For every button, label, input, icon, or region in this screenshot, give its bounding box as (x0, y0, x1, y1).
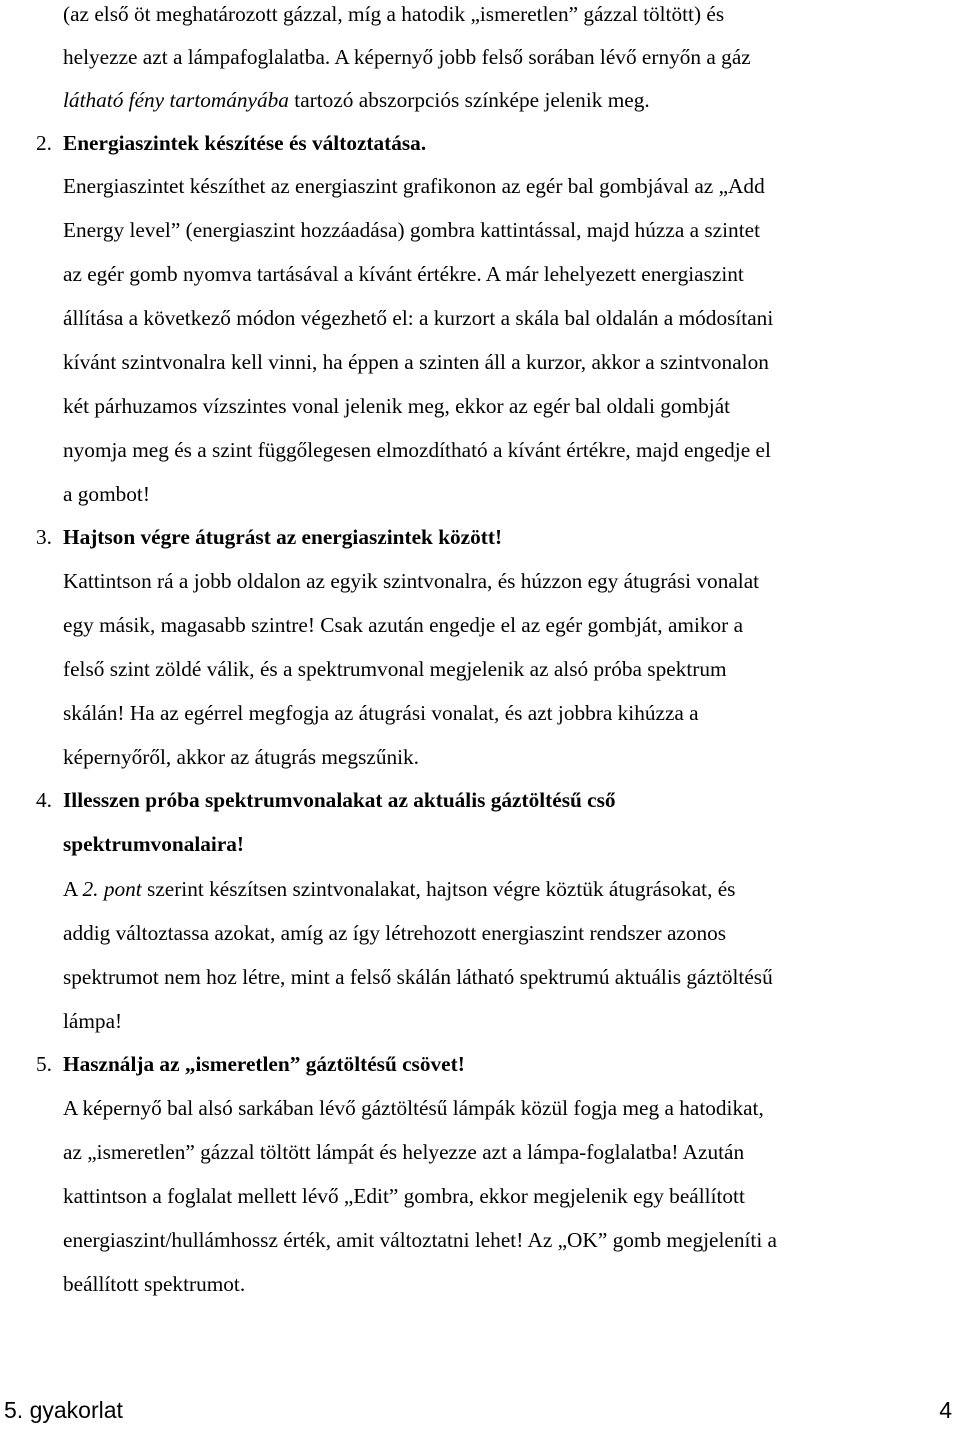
section-2-heading: Energiaszintek készítése és változtatása. (63, 131, 427, 155)
section-2-line-8: a gombot! (63, 482, 150, 506)
section-2-number: 2. (36, 131, 52, 155)
section-4-line-1 (63, 867, 735, 911)
section-2-line-2: Energy level” (energiaszint hozzáadása) gombra kattintással, majd húzza a szintet (63, 218, 760, 242)
section-4-number: 4. (36, 788, 52, 812)
continuation-line-2: helyezze azt a lámpafoglalatba. A képernyő jobb felső sorában lévő ernyőn a gáz (63, 45, 751, 69)
section-5-line-3: kattintson a foglalat mellett lévő „Edit” gombra, ekkor megjelenik egy beállított (63, 1184, 745, 1208)
section-4-line-4: lámpa! (63, 1009, 123, 1033)
section-3-line-2: egy másik, magasabb szintre! Csak azután engedje el az egér gombját, amikor a (63, 613, 744, 637)
footer-title: 5. gyakorlat (4, 1397, 123, 1423)
section-5-heading: Használja az „ismeretlen” gáztöltésű csövet! (63, 1052, 465, 1076)
section-3-line-4: skálán! Ha az egérrel megfogja az átugrási vonalat, és azt jobbra kihúzza a (63, 701, 699, 725)
section-4-line-2: addig változtassa azokat, amíg az így létrehozott energiaszint rendszer azonos (63, 921, 727, 945)
continuation-line-3-rest: tartozó abszorpciós színképe jelenik meg. (288, 88, 650, 112)
section-2-line-7: nyomja meg és a szint függőlegesen elmozdítható a kívánt értékre, majd engedje el (63, 438, 771, 462)
section-3-number: 3. (36, 525, 52, 549)
continuation-line-1: (az első öt meghatározott gázzal, míg a hatodik „ismeretlen” gázzal töltött) és (63, 2, 725, 26)
footer-page-number: 4 (939, 1397, 952, 1423)
section-4-line-1-pre: A (63, 877, 83, 901)
section-5-line-4: energiaszint/hullámhossz érték, amit változtatni lehet! Az „OK” gomb megjeleníti a (63, 1228, 778, 1252)
section-5-line-5: beállított spektrumot. (63, 1272, 246, 1296)
section-2-line-5: kívánt szintvonalra kell vinni, ha éppen a szinten áll a kurzor, akkor a szintvonalon (63, 350, 769, 374)
section-3-heading: Hajtson végre átugrást az energiaszintek között! (63, 525, 503, 549)
section-2-line-4: állítása a következő módon végezhető el: a kurzort a skála bal oldalán a módosítani (63, 306, 774, 330)
section-3-line-1: Kattintson rá a jobb oldalon az egyik szintvonalra, és húzzon egy átugrási vonalat (63, 569, 760, 593)
section-4-heading-line-2: spektrumvonalaira! (63, 832, 245, 856)
section-2-line-1: Energiaszintet készíthet az energiaszint grafikonon az egér bal gombjával az „Add (63, 174, 765, 198)
continuation-line-3 (63, 78, 650, 122)
section-5-number: 5. (36, 1052, 52, 1076)
visible-light-range-term: látható fény tartományába (63, 88, 289, 112)
section-3-line-3: felső szint zöldé válik, és a spektrumvonal megjelenik az alsó próba spektrum (63, 657, 727, 681)
section-4-heading-line-1: Illesszen próba spektrumvonalakat az aktuális gáztöltésű cső (63, 788, 616, 812)
section-2-line-6: két párhuzamos vízszintes vonal jelenik meg, ekkor az egér bal oldali gombját (63, 394, 731, 418)
section-2-line-3: az egér gomb nyomva tartásával a kívánt értékre. A már lehelyezett energiaszint (63, 262, 744, 286)
section-5-line-1: A képernyő bal alsó sarkában lévő gáztöltésű lámpák közül fogja meg a hatodikat, (63, 1096, 764, 1120)
section-5-line-2: az „ismeretlen” gázzal töltött lámpát és helyezze azt a lámpa-foglalatba! Azután (63, 1140, 745, 1164)
point-2-reference: 2. pont (82, 877, 142, 901)
section-4-line-3: spektrumot nem hoz létre, mint a felső skálán látható spektrumú aktuális gáztöltésű (63, 965, 773, 989)
section-4-line-1-post: szerint készítsen szintvonalakat, hajtson végre köztük átugrásokat, és (141, 877, 736, 901)
section-3-line-5: képernyőről, akkor az átugrás megszűnik. (63, 745, 420, 769)
